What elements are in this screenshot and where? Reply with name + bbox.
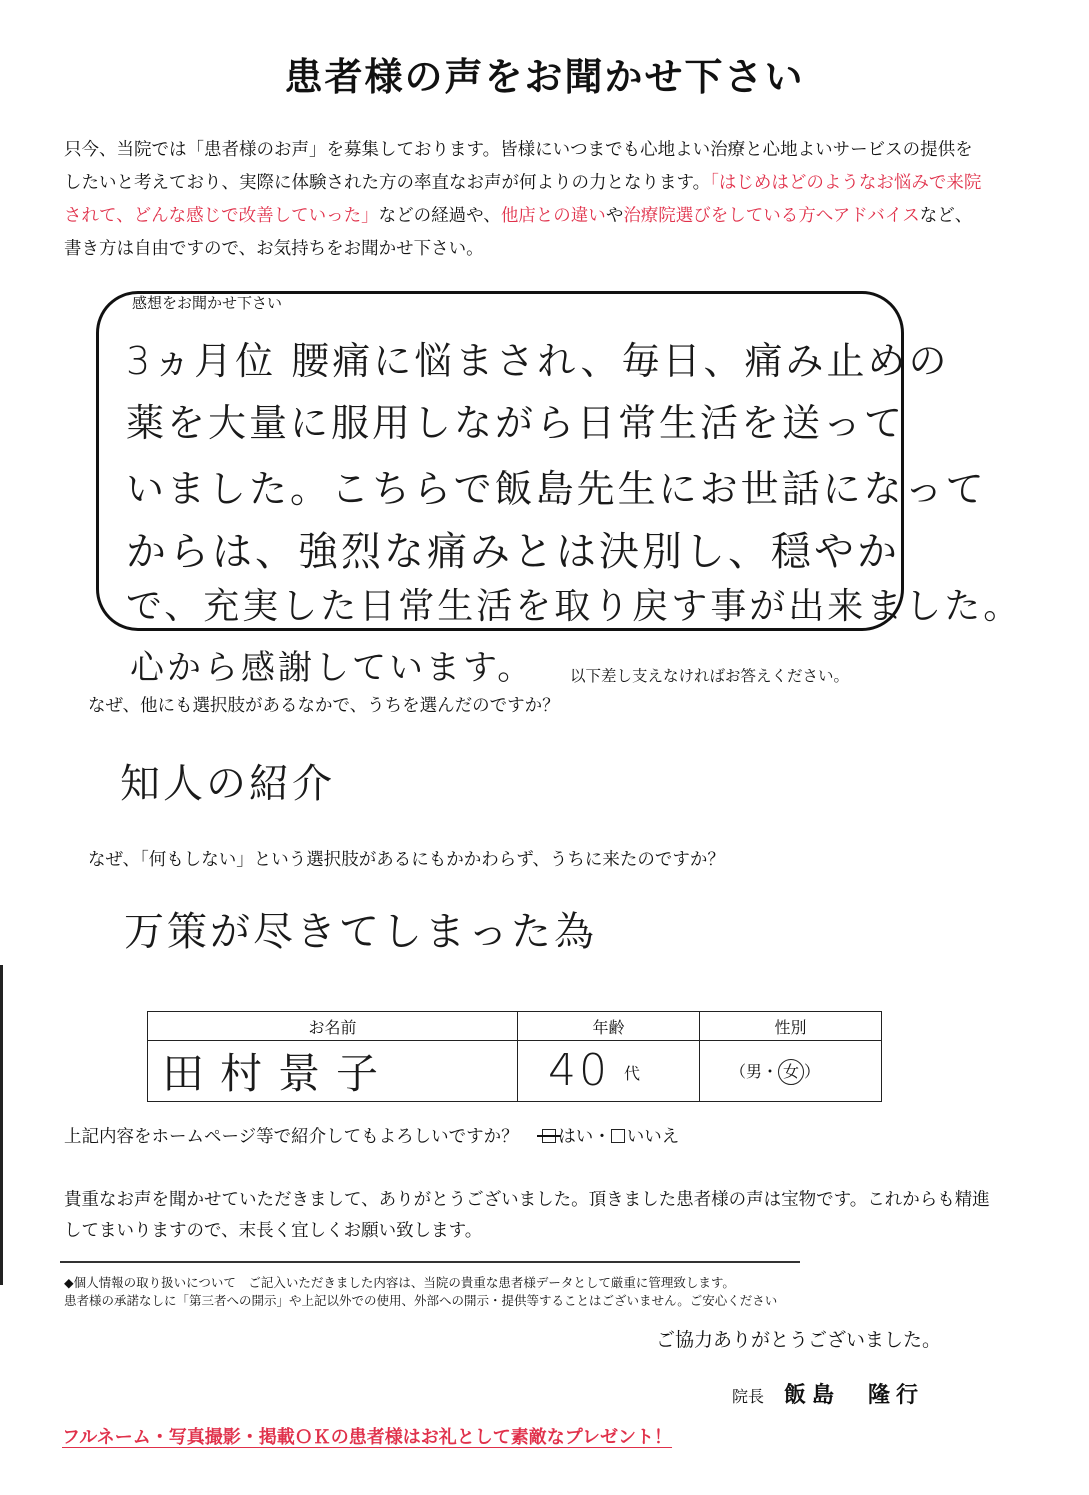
director-role: 院長	[732, 1387, 765, 1406]
patient-info-table	[147, 1011, 882, 1102]
homepage-question: 上記内容をホームページ等で紹介してもよろしいですか？	[64, 1127, 519, 1147]
impression-line-3: いました。こちらで飯島先生にお世話になって	[126, 467, 987, 511]
intro-highlight-3: 治療院選びをしている方へアドバイス	[623, 206, 920, 226]
homepage-consent	[64, 1123, 679, 1148]
director-signature	[732, 1378, 924, 1409]
cooperation-thanks: ご協力ありがとうございました。	[656, 1329, 942, 1351]
intro-part-4: など、書き方は自由ですので、お気持ちをお聞かせ下さい。	[64, 206, 973, 259]
intro-part-1: 只今、当院では「患者様のお声」を募集しております。皆様にいつまでも心地よい治療と心地よいサービスの提供をしたいと考えており、実際に体験された方の率直なお声が何よりの力となります。	[64, 140, 973, 193]
impression-line-6: 心から感謝しています。	[130, 648, 535, 688]
impression-line-1: 3ヵ月位 腰痛に悩まされ、毎日、痛み止めの	[126, 339, 950, 383]
divider	[60, 1261, 800, 1263]
page-title: 患者様の声をお聞かせ下さい	[284, 55, 805, 99]
age-cell[interactable]	[518, 1041, 700, 1102]
consent-no-label: いいえ	[626, 1127, 680, 1147]
answer-2[interactable]: 万策が尽きてしまった為	[124, 909, 597, 955]
consent-separator: ・	[593, 1127, 611, 1147]
consent-yes-label: はい	[558, 1127, 594, 1147]
name-header: お名前	[148, 1012, 518, 1041]
intro-part-3: や	[605, 206, 624, 226]
answer-1[interactable]: 知人の紹介	[120, 761, 335, 807]
gender-header: 性別	[700, 1012, 882, 1041]
impression-line-4: からは、強烈な痛みとは決別し、穏やか	[126, 529, 900, 575]
impressions-label: 感想をお聞かせ下さい	[132, 294, 283, 312]
director-name: 飯島 隆行	[784, 1383, 925, 1408]
privacy-line-2: 患者様の承諾なしに「第三者への開示」や上記以外での使用、外部への開示・提供等することはございません。ご安心ください	[64, 1293, 778, 1308]
question-1: なぜ、他にも選択肢があるなかで、うちを選んだのですか？	[88, 696, 560, 716]
impression-line-2: 薬を大量に服用しながら日常生活を送って	[126, 401, 906, 445]
age-value: 40	[548, 1045, 610, 1096]
gender-cell[interactable]	[700, 1041, 882, 1102]
gender-options	[730, 1059, 820, 1085]
consent-no[interactable]	[611, 1127, 680, 1147]
age-header: 年齢	[518, 1012, 700, 1041]
age-unit: 代	[624, 1064, 641, 1083]
scan-edge-line	[0, 965, 3, 1285]
question-2: なぜ、「何もしない」という選択肢があるにもかかわらず、うちに来たのですか？	[88, 850, 725, 870]
checkbox-yes-checked[interactable]	[542, 1129, 556, 1143]
intro-part-2: などの経過や、	[378, 206, 501, 226]
privacy-notice	[64, 1274, 777, 1310]
intro-text	[64, 134, 984, 266]
intro-highlight-2: 他店との違い	[500, 206, 606, 226]
impression-line-5: で、充実した日常生活を取り戻す事が出来ました。	[126, 586, 1023, 627]
thanks-message: 貴重なお声を聞かせていただきまして、ありがとうございました。頂きました患者様の声は宝物です。これからも精進してまいりますので、末長く宜しくお願い致します。	[64, 1190, 990, 1241]
name-field[interactable]: 田村景子	[148, 1041, 518, 1102]
consent-yes[interactable]	[542, 1127, 593, 1147]
gender-close: ）	[804, 1062, 821, 1081]
optional-note: 以下差し支えなければお答えください。	[570, 667, 850, 685]
intro-highlight-1: 「はじめはどのようなお悩みで来院されて、どんな感じで改善していった」	[64, 173, 982, 226]
privacy-line-1: ◆個人情報の取り扱いについて ご記入いただきました内容は、当院の貴重な患者様データとして厳重に管理致します。	[64, 1275, 735, 1290]
gender-female-option-selected[interactable]: 女	[778, 1059, 804, 1085]
present-notice: フルネーム・写真撮影・掲載ＯＫの患者様はお礼として素敵なプレゼント！	[62, 1427, 673, 1448]
gender-male-option[interactable]: （男・	[730, 1062, 779, 1081]
checkbox-no[interactable]	[611, 1129, 625, 1143]
